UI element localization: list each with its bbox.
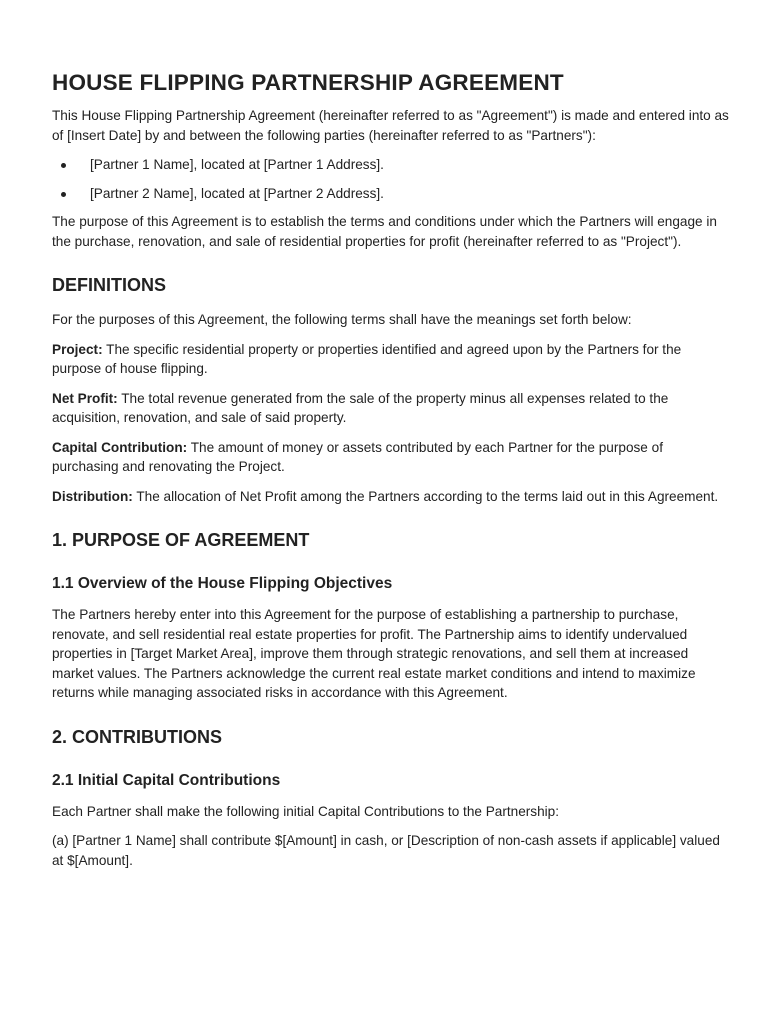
party-2-text: [Partner 2 Name], located at [Partner 2 Address]. bbox=[90, 185, 384, 201]
definition-term: Net Profit: bbox=[52, 390, 118, 406]
section-1-1-paragraph: The Partners hereby enter into this Agreement for the purpose of establishing a partnership to purchase, renovate, and sell residential real estate properties for profit. The Partnership aims to identify undervalued properties in [Target Market Area], improve them through strategic renovations, and sell them at increased market values. The Partners acknowledge the current real estate market conditions and intend to maximize returns while managing associated risks in accordance with this Agreement. bbox=[52, 607, 696, 700]
bullet-icon bbox=[61, 163, 66, 168]
intro-paragraph: This House Flipping Partnership Agreement (hereinafter referred to as "Agreement") is made and entered into as of [Insert Date] by and between the following parties (hereinafter referred to as "Partners"): bbox=[52, 108, 729, 143]
definitions-intro: For the purposes of this Agreement, the following terms shall have the meanings set forth below: bbox=[52, 312, 632, 327]
party-1-text: [Partner 1 Name], located at [Partner 1 Address]. bbox=[90, 157, 384, 172]
definition-capital-contribution bbox=[52, 438, 730, 477]
definition-net-profit bbox=[52, 389, 730, 428]
list-item bbox=[52, 155, 730, 175]
section-1-1-heading: 1.1 Overview of the House Flipping Objectives bbox=[52, 575, 393, 592]
list-item bbox=[52, 184, 730, 204]
definition-text: The specific residential property or properties identified and agreed upon by the Partners for the purpose of house flipping. bbox=[52, 341, 682, 376]
bullet-icon bbox=[61, 192, 66, 197]
section-2-1-heading: 2.1 Initial Capital Contributions bbox=[52, 771, 281, 789]
definition-distribution bbox=[52, 487, 730, 507]
definition-term: Capital Contribution: bbox=[52, 439, 188, 455]
section-1-heading: 1. PURPOSE OF AGREEMENT bbox=[52, 530, 310, 550]
section-2-1-item-a: (a) [Partner 1 Name] shall contribute $[Amount] in cash, or [Description of non-cash assets if applicable] valued at $[Amount]. bbox=[52, 833, 720, 868]
definition-term: Distribution: bbox=[52, 488, 133, 504]
definition-term: Project: bbox=[52, 341, 103, 357]
parties-list bbox=[52, 155, 730, 203]
definition-text: The amount of money or assets contributed by each Partner for the purpose of purchasing and renovating the Project. bbox=[52, 439, 663, 474]
definition-text: The allocation of Net Profit among the Partners according to the terms laid out in this Agreement. bbox=[132, 488, 719, 504]
purpose-paragraph: The purpose of this Agreement is to establish the terms and conditions under which the Partners will engage in the purchase, renovation, and sale of residential properties for profit (hereinafter referred to as "Project"). bbox=[52, 214, 717, 249]
section-2-heading: 2. CONTRIBUTIONS bbox=[52, 726, 223, 747]
definition-text: The total revenue generated from the sale of the property minus all expenses related to the acquisition, renovation, and sale of said property. bbox=[52, 390, 669, 425]
definitions-heading: DEFINITIONS bbox=[52, 275, 167, 295]
section-2-1-intro: Each Partner shall make the following initial Capital Contributions to the Partnership: bbox=[52, 803, 560, 819]
definition-project bbox=[52, 340, 730, 379]
document-title: HOUSE FLIPPING PARTNERSHIP AGREEMENT bbox=[52, 70, 564, 95]
